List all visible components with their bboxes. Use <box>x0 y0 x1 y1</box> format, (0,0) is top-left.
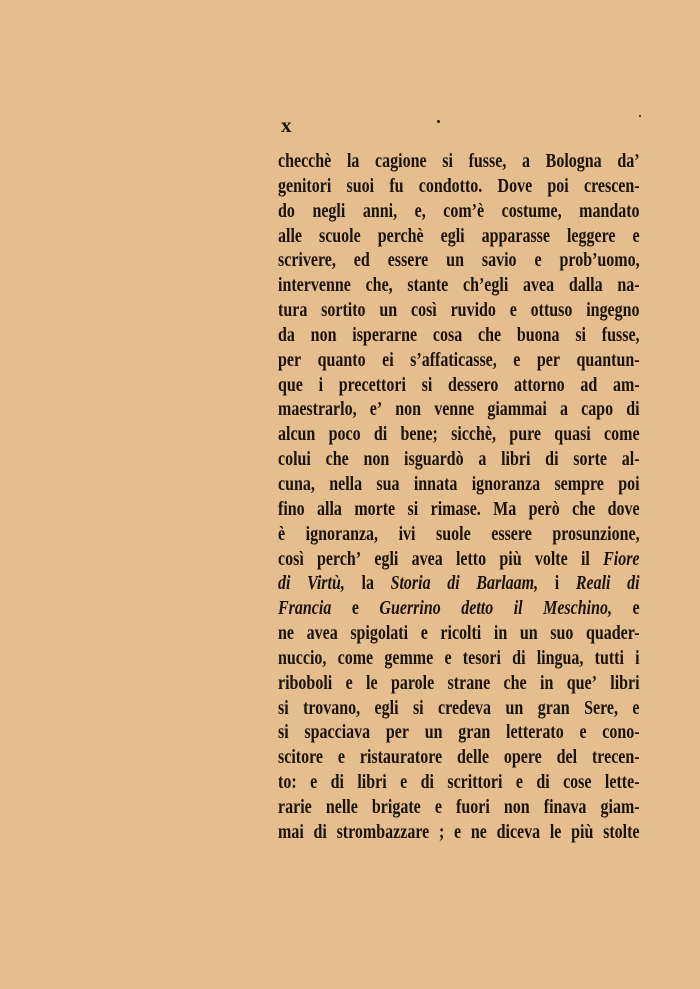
word: com’è <box>443 200 485 222</box>
word: non <box>395 399 422 421</box>
word: in <box>540 672 554 694</box>
word: e <box>632 225 640 247</box>
word: si <box>412 697 424 719</box>
text-line <box>278 398 640 423</box>
word: lette- <box>604 772 640 794</box>
word: colui <box>278 449 311 471</box>
word: e <box>534 250 542 272</box>
word: un <box>424 722 443 744</box>
word: di <box>373 424 388 446</box>
word: poi <box>547 175 569 197</box>
word: opere <box>503 747 542 769</box>
word: cuna, <box>278 473 315 495</box>
word: na- <box>617 275 640 297</box>
word: anni, <box>362 200 398 222</box>
text-line <box>278 771 640 796</box>
word: tura <box>278 300 308 322</box>
word: quanto <box>317 349 366 371</box>
word: leggere <box>566 225 616 247</box>
word: precettori <box>338 374 406 396</box>
word: di <box>313 821 327 843</box>
word: e <box>310 772 318 794</box>
word: Virtù, <box>307 573 345 595</box>
word: di <box>536 772 550 794</box>
word: nella <box>329 473 363 495</box>
word: alla <box>317 498 342 520</box>
word: tutti <box>594 647 624 669</box>
word: per <box>278 349 302 371</box>
word: strombazzare <box>336 821 430 843</box>
word: essere <box>491 523 532 545</box>
word: e <box>509 300 517 322</box>
text-line <box>278 647 640 672</box>
word: to: <box>278 772 297 794</box>
word: ruvido <box>450 300 496 322</box>
word: che <box>477 324 502 346</box>
word: i <box>635 647 640 669</box>
word: Ma <box>493 498 517 520</box>
word: alcun <box>278 424 316 446</box>
word: quader- <box>585 623 640 645</box>
word: da’ <box>617 151 640 172</box>
word: e <box>454 821 462 843</box>
word: e <box>337 747 345 769</box>
word: un <box>379 300 398 322</box>
text-line <box>278 299 640 324</box>
word: condotto. <box>418 175 483 197</box>
word: il <box>580 548 590 570</box>
word: di <box>420 772 434 794</box>
word: però <box>528 498 560 520</box>
word: e <box>351 598 359 620</box>
text-line <box>278 249 640 274</box>
word: e <box>632 598 640 620</box>
word: negli <box>312 200 346 222</box>
word: diceva <box>496 821 541 843</box>
text-line <box>278 324 640 349</box>
word: ch’egli <box>462 275 509 297</box>
text-line <box>278 746 640 771</box>
word: non <box>310 324 337 346</box>
word: di <box>512 647 526 669</box>
word: e <box>515 772 523 794</box>
word: fuori <box>456 796 490 818</box>
word: letterato <box>506 722 564 744</box>
word: egli <box>374 697 399 719</box>
word: libri <box>501 449 531 471</box>
word: cose <box>563 772 592 794</box>
word: intervenne <box>278 275 351 297</box>
word: e <box>420 623 428 645</box>
word: spigolati <box>350 623 409 645</box>
word: di <box>278 573 291 595</box>
text-line <box>278 473 640 498</box>
text-line <box>278 448 640 473</box>
word: venne <box>434 399 475 421</box>
word: Barlaam, <box>476 573 539 595</box>
word: Bologna <box>545 151 602 172</box>
word: da <box>278 324 295 346</box>
word: dove <box>607 498 640 520</box>
word: ignoranza <box>471 473 541 495</box>
word: checchè <box>278 151 332 172</box>
text-line <box>278 697 640 722</box>
word: avea <box>411 548 443 570</box>
word: que <box>278 374 303 396</box>
word: in <box>493 623 508 645</box>
word: costume, <box>501 200 562 222</box>
text-line <box>278 349 640 374</box>
word: riboboli <box>278 672 333 694</box>
word: suole <box>436 523 471 545</box>
word: scuole <box>318 225 361 247</box>
word: si <box>575 324 586 346</box>
word: di <box>626 399 640 421</box>
word: ignoranza, <box>305 523 379 545</box>
word: un <box>446 250 464 272</box>
word: quantun- <box>576 349 640 371</box>
word: isperarne <box>352 324 418 346</box>
word: non <box>503 796 530 818</box>
word: giammai <box>487 399 547 421</box>
word: sorte <box>573 449 608 471</box>
word: stante <box>407 275 449 297</box>
word: rarie <box>278 796 312 818</box>
word: parole <box>390 672 435 694</box>
word: tesori <box>462 647 501 669</box>
word: e <box>400 772 408 794</box>
word: le <box>549 821 562 843</box>
word: scrivere, <box>278 250 336 272</box>
word: è <box>278 523 286 545</box>
text-line <box>278 498 640 523</box>
word: alle <box>278 225 302 247</box>
word: un <box>505 697 524 719</box>
word: gran <box>537 697 570 719</box>
word: detto <box>461 598 494 620</box>
word: trecen- <box>591 747 640 769</box>
word: il <box>513 598 523 620</box>
word: e <box>434 796 442 818</box>
word: di <box>447 573 460 595</box>
word: genitori <box>278 175 332 197</box>
word: la <box>346 151 360 172</box>
word: avea <box>306 623 338 645</box>
word: e, <box>414 200 426 222</box>
word: che <box>572 498 596 520</box>
text-line <box>278 572 640 597</box>
word: ricolti <box>440 623 482 645</box>
text-line <box>278 597 640 622</box>
word: si <box>278 697 289 719</box>
word: Sere, <box>584 697 619 719</box>
text-line <box>278 150 640 175</box>
word: dessero <box>447 374 499 396</box>
word: letto <box>455 548 487 570</box>
word: ne <box>278 623 294 645</box>
word: essere <box>387 250 429 272</box>
word: morte <box>354 498 396 520</box>
word: suo <box>550 623 574 645</box>
word: crescen- <box>583 175 640 197</box>
ink-speck <box>639 115 641 117</box>
word: cono- <box>602 722 640 744</box>
word: savio <box>481 250 517 272</box>
word: ottuso <box>530 300 573 322</box>
ink-speck <box>437 120 440 123</box>
word: le <box>366 672 378 694</box>
word: del <box>556 747 578 769</box>
word: attorno <box>514 374 565 396</box>
word: suoi <box>346 175 375 197</box>
word: più <box>499 548 522 570</box>
word: apparasse <box>481 225 550 247</box>
word: gemme <box>384 647 434 669</box>
word: scitore <box>278 747 323 769</box>
word: così <box>278 548 304 570</box>
word: isguardò <box>404 449 464 471</box>
word: così <box>410 300 437 322</box>
text-line <box>278 523 640 548</box>
word: mandato <box>579 200 640 222</box>
word: e <box>444 647 452 669</box>
word: la <box>361 573 374 595</box>
text-line <box>278 672 640 697</box>
text-line <box>278 721 640 746</box>
word: egli <box>374 548 399 570</box>
word: innata <box>413 473 458 495</box>
word: buona <box>516 324 560 346</box>
word: si <box>421 374 433 396</box>
word: non <box>363 449 390 471</box>
word: perch’ <box>317 548 362 570</box>
word: perchè <box>377 225 424 247</box>
word: ne <box>470 821 487 843</box>
word: sua <box>376 473 400 495</box>
word: che <box>325 449 349 471</box>
word: di <box>545 449 559 471</box>
word: e <box>579 722 587 744</box>
word: fusse, <box>468 151 507 172</box>
word: Reali <box>575 573 611 595</box>
word: a <box>522 151 531 172</box>
text-line <box>278 225 640 250</box>
word: ivi <box>398 523 416 545</box>
word: spacciava <box>304 722 371 744</box>
word: maestrarlo, <box>278 399 357 421</box>
word: i <box>318 374 324 396</box>
word: nelle <box>325 796 358 818</box>
word: credeva <box>438 697 492 719</box>
word: Dove <box>497 175 533 197</box>
word: si <box>278 722 289 744</box>
word: ; <box>438 821 445 843</box>
word: Meschino, <box>543 598 612 620</box>
word: libri <box>610 672 640 694</box>
word: cosa <box>432 324 463 346</box>
word: prob’uomo, <box>559 250 640 272</box>
word: per <box>385 722 409 744</box>
word: pure <box>509 424 542 446</box>
text-line <box>278 821 640 846</box>
text-line <box>278 200 640 225</box>
word: ristauratore <box>359 747 443 769</box>
word: e <box>632 697 640 719</box>
word: di <box>627 573 640 595</box>
word: libri <box>357 772 387 794</box>
word: ad <box>580 374 598 396</box>
text-line <box>278 175 640 200</box>
word: lingua, <box>536 647 584 669</box>
page-number: x <box>281 113 292 137</box>
word: che <box>503 672 527 694</box>
word: si <box>407 498 419 520</box>
word: fino <box>278 498 305 520</box>
word: nuccio, <box>278 647 327 669</box>
word: Fiore <box>603 548 640 570</box>
text-line <box>278 622 640 647</box>
word: avea <box>523 275 555 297</box>
word: brigate <box>371 796 421 818</box>
word: come <box>604 424 640 446</box>
word: poco <box>328 424 361 446</box>
word: scrittori <box>447 772 503 794</box>
word: per <box>536 349 560 371</box>
word: sicchè, <box>451 424 497 446</box>
word: am- <box>612 374 640 396</box>
word: que’ <box>566 672 597 694</box>
word: e’ <box>369 399 383 421</box>
word: dalla <box>568 275 603 297</box>
word: cagione <box>375 151 427 172</box>
word: sempre <box>554 473 604 495</box>
word: i <box>554 573 560 595</box>
word: volte <box>534 548 568 570</box>
word: che, <box>365 275 393 297</box>
word: finava <box>543 796 587 818</box>
word: delle <box>457 747 489 769</box>
word: ingegno <box>586 300 640 322</box>
word: sortito <box>321 300 366 322</box>
text-line <box>278 374 640 399</box>
word: più <box>571 821 594 843</box>
word: Francia <box>278 598 332 620</box>
word: e <box>513 349 521 371</box>
text-line <box>278 423 640 448</box>
word: capo <box>581 399 614 421</box>
word: al- <box>621 449 640 471</box>
text-line <box>278 274 640 299</box>
word: do <box>278 200 295 222</box>
word: un <box>519 623 538 645</box>
word: Storia <box>390 573 431 595</box>
word: quasi <box>554 424 591 446</box>
word: Guerrino <box>379 598 441 620</box>
body-text <box>278 150 640 846</box>
word: strane <box>447 672 491 694</box>
word: a <box>559 399 568 421</box>
text-line <box>278 548 640 573</box>
word: ei <box>382 349 394 371</box>
word: stolte <box>603 821 640 843</box>
word: a <box>478 449 487 471</box>
word: rimase. <box>430 498 481 520</box>
word: e <box>345 672 353 694</box>
word: fusse, <box>601 324 640 346</box>
word: trovano, <box>303 697 361 719</box>
word: egli <box>440 225 465 247</box>
word: si <box>442 151 453 172</box>
word: bene; <box>400 424 438 446</box>
word: giam- <box>600 796 640 818</box>
word: poi <box>618 473 640 495</box>
word: ed <box>353 250 370 272</box>
word: di <box>330 772 344 794</box>
word: s’affaticasse, <box>410 349 497 371</box>
text-line <box>278 796 640 821</box>
word: come <box>337 647 374 669</box>
word: fu <box>389 175 404 197</box>
word: mai <box>278 821 304 843</box>
word: gran <box>458 722 491 744</box>
word: prosunzione, <box>552 523 640 545</box>
